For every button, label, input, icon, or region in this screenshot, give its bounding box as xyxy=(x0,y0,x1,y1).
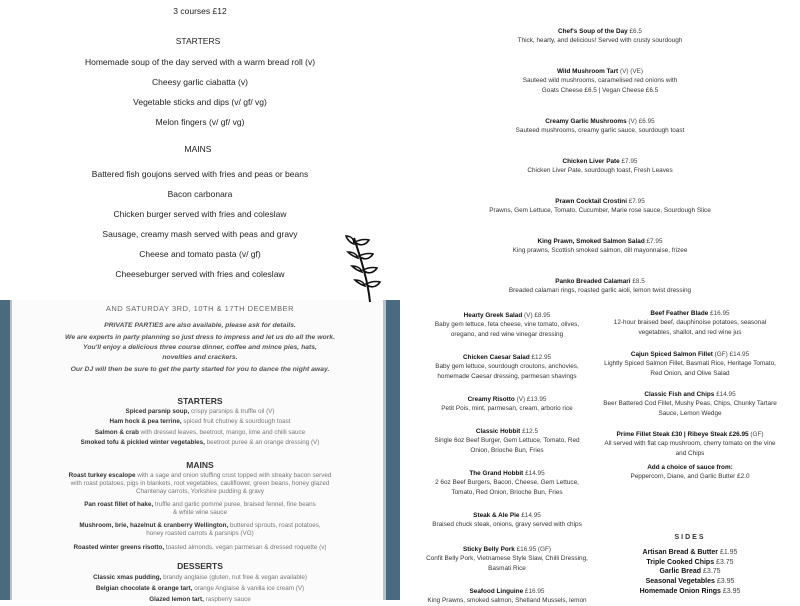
kids-starter-item: Melon fingers (v/ gf/ vg) xyxy=(155,117,245,127)
item-text: and Chips xyxy=(675,449,705,457)
item-text: spiced fruit chutney & sourdough toast xyxy=(183,418,291,425)
item-text: homemade Caesar dressing, parmesan shavings xyxy=(437,372,577,380)
item-price: (V) (VE) xyxy=(619,68,644,75)
item-name: Classic xmas pudding, xyxy=(93,574,162,581)
christmas-menu-page xyxy=(0,300,400,603)
item-text: Beer Battered Cod Fillet, Mushy Peas, Chips, Chunky Tartare xyxy=(603,400,777,408)
kids-starter-item: Vegetable sticks and dips (v/ gf/ vg) xyxy=(133,97,267,107)
main-item xyxy=(435,353,579,381)
item-price: £16.95 (GF) xyxy=(516,546,552,553)
item-text: truffle and garlic pomme puree, braised fennel, fine beans xyxy=(154,501,316,508)
item-text: buttered sprouts, roast potatoes, xyxy=(230,522,321,529)
xmas-main-desc: with roast potatoes, pigs in blankets, root vegetables, cauliflower, green beans, honey glazed xyxy=(70,480,330,487)
item-name: King Prawn, Smoked Salmon Salad xyxy=(537,238,645,245)
item-name: Roasted winter greens risotto, xyxy=(73,544,165,551)
item-name: Homemade Onion Rings xyxy=(639,587,721,595)
item-name: Salmon & crab xyxy=(94,429,139,436)
starter-item xyxy=(516,117,685,136)
xmas-starters-heading: STARTERS xyxy=(177,396,223,406)
item-name: Classic Hobbit xyxy=(475,428,521,435)
kids-main-item: Sausage, creamy mash served with peas and gravy xyxy=(102,229,298,239)
xmas-starter xyxy=(110,418,291,425)
item-text: Single 6oz Beef Burger, Gem Lettuce, Tomato, Red xyxy=(434,437,580,445)
item-text: Peppercorn, Diane, and Garlic Butter £2.0 xyxy=(630,473,750,481)
item-price: (V) £8.95 xyxy=(524,312,551,319)
item-price: £3.95 xyxy=(722,587,741,595)
xmas-main xyxy=(79,522,320,529)
main-item xyxy=(432,511,582,530)
item-name: Spiced parsnip soup, xyxy=(125,408,190,415)
item-name: Triple Cooked Chips xyxy=(646,558,715,566)
main-item xyxy=(435,469,579,497)
item-text: with a sage and onion stuffing crust topped with streaky bacon served xyxy=(137,472,332,479)
xmas-desserts-heading: DESSERTS xyxy=(177,561,223,571)
kids-main-item: Battered fish goujons served with fries and peas or beans xyxy=(91,169,309,179)
xmas-starter xyxy=(126,408,275,415)
item-text: brandy anglaise (gluten, nut free & vegan available) xyxy=(163,574,307,581)
item-text: Onion, Brioche Bun, Fries xyxy=(470,446,544,454)
starter-item xyxy=(509,277,691,296)
item-text: crispy parsnips & truffle oil (V) xyxy=(190,408,275,415)
item-name: Seasonal Vegetables xyxy=(645,577,715,585)
item-text: Chicken Liver Pate, sourdough toast, Fresh Leaves xyxy=(527,167,673,175)
item-name: Creamy Garlic Mushrooms xyxy=(545,118,627,125)
item-price: (GF) xyxy=(750,431,764,438)
xmas-starter xyxy=(95,429,305,436)
kids-starter-item: Homemade soup of the day served with a warm bread roll (v) xyxy=(84,57,316,67)
item-price: £16.95 xyxy=(710,310,730,317)
item-price: £8.5 xyxy=(632,278,645,285)
item-text: Prawns, Gem Lettuce, Tomato, Cucumber, Marie rose sauce, Sourdough Slice xyxy=(489,207,711,215)
kids-menu-price: 3 courses £12 xyxy=(173,6,227,16)
item-text: 12-hour braised beef, dauphinoise potatoes, seasonal xyxy=(613,319,767,327)
item-text: Tomato, Red Onion, Brioche Bun, Fries xyxy=(451,488,563,496)
item-name: Artisan Bread & Butter xyxy=(642,549,718,556)
christmas-dates: AND SATURDAY 3RD, 10TH & 17TH DECEMBER xyxy=(105,304,295,313)
starter-item xyxy=(523,67,678,95)
item-name: Pan roast fillet of hake, xyxy=(84,501,154,508)
intro-line: novelties and crackers. xyxy=(162,354,238,361)
starter-item xyxy=(518,27,683,46)
item-name: Chef's Soup of the Day xyxy=(558,28,628,35)
intro-line: Our DJ will then be sure to get the party started for you to dance the night away. xyxy=(70,366,330,373)
item-name: Seafood Linguine xyxy=(469,588,524,595)
item-name: Prawn Cocktail Crostini xyxy=(555,198,627,205)
item-text: Breaded calamari rings, roasted garlic aioli, lemon twist dressing xyxy=(508,287,692,295)
item-name: Panko Breaded Calamari xyxy=(555,278,631,285)
xmas-main xyxy=(69,472,332,479)
main-item xyxy=(441,395,572,414)
xmas-mains-heading: MAINS xyxy=(186,460,214,470)
item-name: Mushroom, brie, hazelnut & cranberry Wellington, xyxy=(79,522,229,529)
xmas-dessert xyxy=(93,574,307,581)
xmas-main xyxy=(84,501,316,508)
item-text: raspberry sauce xyxy=(205,596,251,603)
main-item xyxy=(435,311,579,339)
item-price: £12.95 xyxy=(531,354,552,361)
kids-mains-heading: MAINS xyxy=(184,144,212,154)
item-price: £3.75 xyxy=(716,558,734,566)
item-text: beetroot puree & an orange dressing (V) xyxy=(206,439,320,446)
item-price: £3.95 xyxy=(716,577,735,585)
item-text: 2 6oz Beef Burgers, Bacon, Cheese, Gem Lettuce, xyxy=(435,479,579,487)
main-item xyxy=(434,427,579,455)
kids-main-item: Chicken burger served with fries and coleslaw xyxy=(113,209,287,219)
kids-starters-heading: STARTERS xyxy=(175,36,221,46)
item-text: orange Anglaise & vanilla ice cream (V) xyxy=(194,585,305,592)
kids-main-item: Cheese and tomato pasta (v/ gf) xyxy=(139,249,261,259)
kids-main-item: Bacon carbonara xyxy=(167,189,233,199)
item-text: Basmati Rice xyxy=(488,564,526,572)
xmas-main-desc: honey roasted carrots & parsnips (VG) xyxy=(146,530,254,537)
item-text: Sauce, Lemon Wedge xyxy=(658,409,722,417)
intro-line: We are experts in party planning so just dress to impress and let us do all the work. xyxy=(65,334,335,341)
xmas-main xyxy=(73,544,326,551)
item-text: Sauteed wild mushrooms, caramelised red onions with xyxy=(522,77,678,85)
item-name: Steak & Ale Pie xyxy=(473,512,520,519)
item-text: toasted almonds, vegan parmesan & dressed roquette (v) xyxy=(165,544,327,551)
item-price: £6.5 xyxy=(629,28,642,35)
item-price: £14.95 xyxy=(716,391,736,398)
item-name: Glazed lemon tart, xyxy=(149,596,204,603)
kids-starter-item: Cheesy garlic ciabatta (v) xyxy=(152,77,248,87)
item-price: £7.95 xyxy=(628,198,645,205)
item-text: with dressed leaves, beetroot, mango, lime and chilli sauce xyxy=(140,429,306,436)
main-item xyxy=(604,430,775,458)
item-name: The Grand Hobbit xyxy=(469,470,524,477)
xmas-starter xyxy=(81,439,320,446)
item-name: Sticky Belly Pork xyxy=(462,546,515,553)
item-text: Red Onion, and Olive Salad xyxy=(650,369,730,377)
item-text: All served with flat cap mushroom, cherry tomato on the vine xyxy=(604,440,776,448)
christmas-menu-card xyxy=(10,300,386,603)
item-text: King prawns, Scottish smoked salmon, dill mayonnaise, frizee xyxy=(512,247,688,255)
main-item xyxy=(604,350,776,378)
item-price: £7.95 xyxy=(646,238,663,245)
item-name: Add a choice of sauce from: xyxy=(647,464,733,471)
sides-list xyxy=(640,548,741,596)
item-price: £7.95 xyxy=(621,158,638,165)
item-name: Garlic Bread xyxy=(659,568,702,576)
item-price: £12.5 xyxy=(522,428,539,435)
item-name: Wild Mushroom Tart xyxy=(556,68,619,75)
item-price: (GF) £14.95 xyxy=(714,351,750,358)
item-text: Braised chuck steak, onions, gravy served with chips xyxy=(432,521,582,529)
item-name: Hearty Greek Salad xyxy=(463,312,523,319)
item-price: £14.95 xyxy=(525,470,545,477)
item-name: Classic Fish and Chips xyxy=(644,391,715,398)
leaf-branch-icon xyxy=(340,232,400,302)
item-price: £16.95 xyxy=(524,588,545,595)
sauce-note xyxy=(630,463,749,482)
item-name: Chicken Liver Pate xyxy=(562,158,620,165)
xmas-main-desc: Chantenay carrots, Yorkshire pudding & gravy xyxy=(135,488,265,495)
item-name: Roast turkey escalope xyxy=(68,472,136,479)
item-name: Ham hock & pea terrine, xyxy=(109,418,182,425)
xmas-dessert xyxy=(96,585,304,592)
starter-item xyxy=(527,157,672,176)
item-name: Chicken Caesar Salad xyxy=(462,354,530,361)
main-item xyxy=(427,587,586,606)
xmas-main-desc: & white wine sauce xyxy=(173,509,227,516)
main-item xyxy=(603,390,777,418)
starter-item xyxy=(513,237,688,256)
kids-main-item: Cheeseburger served with fries and coleslaw xyxy=(115,269,285,279)
item-name: Creamy Risotto xyxy=(467,396,515,403)
item-price: (V) £6.95 xyxy=(628,118,655,125)
item-price: (V) £13.95 xyxy=(516,396,547,403)
item-text: Sauteed mushrooms, creamy garlic sauce, sourdough toast xyxy=(515,127,685,135)
item-text: Goats Cheese £6.5 | Vegan Cheese £6.5 xyxy=(541,86,659,94)
item-text: Confit Belly Pork, Vietnamese Style Slaw, Chilli Dressing, xyxy=(426,555,588,563)
item-price: £3.75 xyxy=(703,568,721,576)
item-price: £14.95 xyxy=(521,512,541,519)
item-name: Prime Fillet Steak £30 | Ribeye Steak £26.95 xyxy=(616,431,749,438)
item-text: Baby gem lettuce, sourdough croutons, anchovies, xyxy=(435,363,579,371)
main-menu-page xyxy=(400,0,800,605)
item-name: Cajun Spiced Salmon Fillet xyxy=(630,351,713,358)
item-name: Smoked tofu & pickled winter vegetables, xyxy=(80,439,205,446)
starter-item xyxy=(489,197,711,216)
item-text: King Prawns, smoked salmon, Shetland Mussels, lemon xyxy=(427,597,587,605)
main-item xyxy=(614,309,766,337)
item-name: Belgian chocolate & orange tart, xyxy=(95,585,193,592)
item-text: Petit Pois, mint, parmesan, cream, arborio rice xyxy=(441,405,573,413)
intro-line: PRIVATE PARTIES are also available, please ask for details. xyxy=(104,322,296,329)
item-text: Baby gem lettuce, feta cheese, vine tomato, olives, xyxy=(434,321,580,329)
main-item xyxy=(426,545,588,573)
item-text: vegetables, shallot, and red wine jus xyxy=(638,328,742,336)
item-text: oregano, and red wine vinegar dressing xyxy=(450,330,564,338)
item-text: Lightly Spiced Salmon Fillet, Basmati Rice, Heritage Tomato, xyxy=(604,360,776,368)
item-price: £1.95 xyxy=(719,549,738,556)
item-text: Thick, hearty, and delicious! Served with crusty sourdough xyxy=(517,37,683,45)
intro-line: You'll enjoy a delicious three course dinner, coffee and mince pies, hats, xyxy=(83,344,317,351)
sides-heading: SIDES xyxy=(674,534,706,541)
item-name: Beef Feather Blade xyxy=(650,310,709,317)
